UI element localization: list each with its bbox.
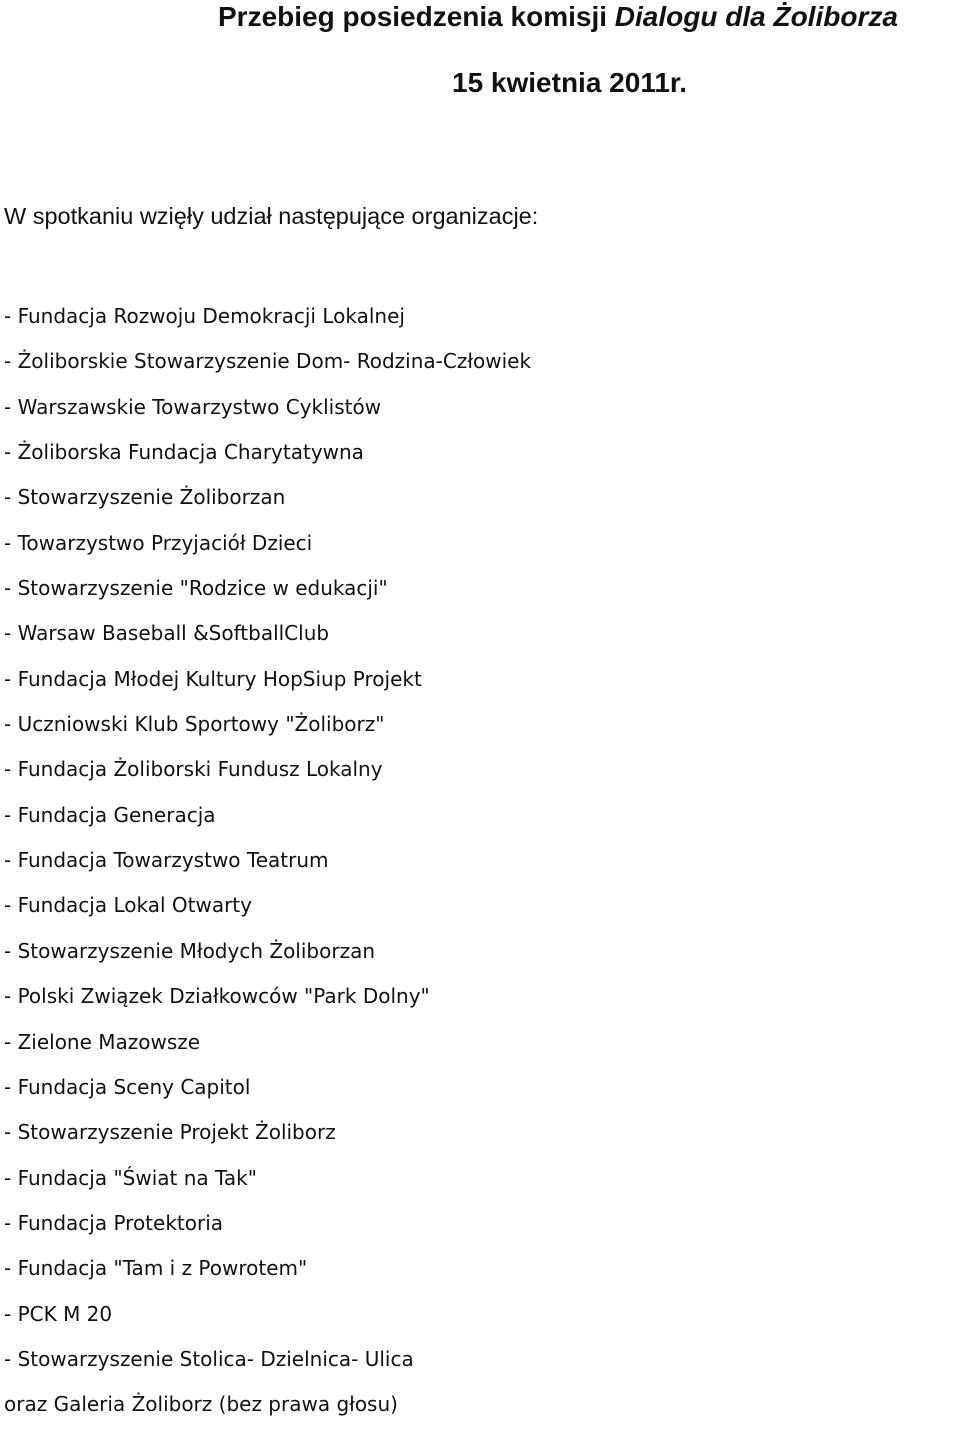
meeting-date: 15 kwietnia 2011r. (452, 67, 688, 98)
list-item: - Fundacja Protektoria (4, 1210, 224, 1235)
organization-list (4, 297, 531, 1431)
list-item: - Uczniowski Klub Sportowy "Żoliborz" (4, 712, 385, 737)
intro-text: W spotkaniu wzięły udział następujące organizacje: (4, 203, 539, 229)
list-item: - Warsaw Baseball &SoftballClub (4, 621, 330, 646)
list-item: - Stowarzyszenie Żoliborzan (4, 485, 286, 510)
list-item: - Fundacja Młodej Kultury HopSiup Projekt (4, 666, 422, 691)
list-item: - Towarzystwo Przyjaciół Dzieci (4, 530, 313, 555)
list-item: - Fundacja Generacja (4, 802, 216, 827)
list-item: - Fundacja Żoliborski Fundusz Lokalny (4, 757, 383, 782)
list-item: - Stowarzyszenie Stolica- Dzielnica- Ulica (4, 1346, 414, 1371)
list-item: - PCK M 20 (4, 1301, 113, 1326)
list-item: - Stowarzyszenie Projekt Żoliborz (4, 1120, 336, 1145)
list-item: - Fundacja Towarzystwo Teatrum (4, 848, 329, 873)
list-item: - Warszawskie Towarzystwo Cyklistów (4, 394, 382, 419)
title-prefix: Przebieg posiedzenia komisji (218, 1, 615, 32)
list-item: - Stowarzyszenie Młodych Żoliborzan (4, 938, 376, 963)
list-item: - Fundacja Lokal Otwarty (4, 893, 252, 918)
title-italic: Dialogu dla Żoliborza (614, 1, 898, 32)
list-item: - Fundacja Sceny Capitol (4, 1074, 251, 1099)
list-item: - Fundacja "Świat na Tak" (4, 1165, 257, 1190)
list-item: - Polski Związek Działkowców "Park Dolny" (4, 984, 430, 1009)
list-item: - Żoliborska Fundacja Charytatywna (4, 440, 364, 465)
list-item: - Fundacja "Tam i z Powrotem" (4, 1256, 308, 1281)
list-item: - Żoliborskie Stowarzyszenie Dom- Rodzina-Człowiek (4, 349, 532, 374)
list-item: oraz Galeria Żoliborz (bez prawa głosu) (4, 1392, 398, 1417)
list-item: - Stowarzyszenie "Rodzice w edukacji" (4, 576, 388, 601)
list-item: - Fundacja Rozwoju Demokracji Lokalnej (4, 304, 405, 328)
page-title (218, 0, 898, 34)
list-item: - Zielone Mazowsze (4, 1029, 201, 1054)
